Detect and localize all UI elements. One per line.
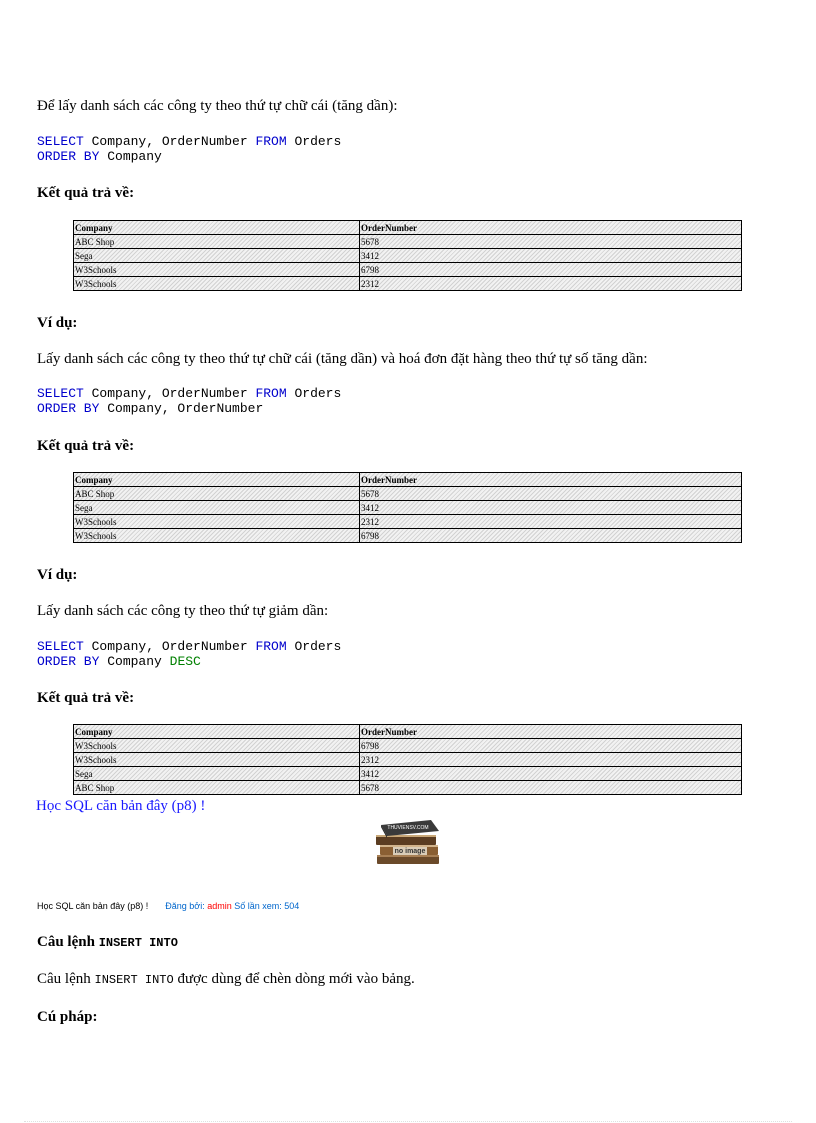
sql-text: Company [99,149,162,164]
table-row [74,529,742,543]
sql-keyword: SELECT [37,639,84,654]
sql-keyword-desc: DESC [169,654,201,669]
sql-keyword: SELECT [37,134,84,149]
intro-text: Để lấy danh sách các công ty theo thứ tự chữ cái (tăng dần): [37,98,398,114]
section-description [37,970,415,989]
table-header-cell: OrderNumber [360,725,742,739]
table-row [74,487,742,501]
book-stack-icon [371,817,445,867]
example-description: Lấy danh sách các công ty theo thứ tự giảm dần: [37,603,329,619]
code-block-3 [37,639,341,669]
table-row [74,263,742,277]
table-row [74,249,742,263]
example-description: Lấy danh sách các công ty theo thứ tự chữ cái (tăng dần) và hoá đơn đặt hàng theo thứ tự số tăng dần: [37,351,648,367]
sql-text: Orders [286,386,342,401]
table-cell: Sega [74,767,360,781]
meta-posted-by-label: Đăng bởi: [165,901,205,911]
table-cell: W3Schools [74,529,360,543]
table-header-cell: OrderNumber [360,473,742,487]
table-header-cell: OrderNumber [360,221,742,235]
code-block-1 [37,134,341,164]
syntax-label: Cú pháp: [37,1009,98,1025]
sql-text: Orders [286,134,342,149]
table-cell: W3Schools [74,515,360,529]
meta-views-count: 504 [284,901,300,911]
section-heading [37,933,178,952]
sql-keyword: ORDER BY [37,654,100,669]
book-stack-thumbnail[interactable] [371,817,445,867]
thumbnail-site-text: THUVIENSV.COM [387,825,429,831]
table-header-row [74,725,742,739]
table-cell: ABC Shop [74,487,360,501]
section-heading-code: INSERT INTO [98,936,178,950]
table-cell: 5678 [360,235,742,249]
table-row [74,753,742,767]
code-block-2 [37,386,341,416]
section-desc-code: INSERT INTO [94,973,174,987]
table-row [74,235,742,249]
table-cell: 3412 [360,767,742,781]
section-desc-suffix: được dùng để chèn dòng mới vào bảng. [173,971,415,987]
table-row [74,781,742,795]
sql-keyword: FROM [255,134,287,149]
article-meta [37,901,299,911]
table-row [74,767,742,781]
table-header-cell: Company [74,473,360,487]
sql-text: Company, OrderNumber [83,386,256,401]
table-cell: Sega [74,249,360,263]
sql-text: Company [99,654,170,669]
table-cell: 6798 [360,529,742,543]
table-cell: W3Schools [74,739,360,753]
result-table-1 [73,220,742,291]
meta-author[interactable]: admin [207,901,232,911]
table-header-cell: Company [74,725,360,739]
table-row [74,515,742,529]
sql-keyword: FROM [255,386,287,401]
sql-keyword: SELECT [37,386,84,401]
article-title-link[interactable]: Học SQL căn bản đây (p8) ! [36,798,206,814]
sql-keyword: FROM [255,639,287,654]
sql-keyword: ORDER BY [37,149,100,164]
example-label: Ví dụ: [37,567,78,583]
table-row [74,277,742,291]
section-heading-prefix: Câu lệnh [37,934,99,950]
example-label: Ví dụ: [37,315,78,331]
table-cell: ABC Shop [74,781,360,795]
table-cell: 3412 [360,249,742,263]
section-desc-prefix: Câu lệnh [37,971,95,987]
sql-text: Company, OrderNumber [99,401,264,416]
table-cell: Sega [74,501,360,515]
table-cell: W3Schools [74,263,360,277]
table-cell: 6798 [360,263,742,277]
sql-text: Company, OrderNumber [83,639,256,654]
table-cell: 6798 [360,739,742,753]
table-header-row [74,473,742,487]
table-cell: 3412 [360,501,742,515]
result-label: Kết quả trả về: [37,185,135,201]
result-table-2 [73,472,742,543]
table-row [74,739,742,753]
table-cell: 5678 [360,781,742,795]
result-table-3 [73,724,742,795]
result-label: Kết quả trả về: [37,438,135,454]
sql-text: Orders [286,639,342,654]
table-cell: W3Schools [74,753,360,767]
meta-title[interactable]: Học SQL căn bản đây (p8) ! [37,901,149,911]
sql-keyword: ORDER BY [37,401,100,416]
table-cell: ABC Shop [74,235,360,249]
result-label: Kết quả trả về: [37,690,135,706]
table-header-cell: Company [74,221,360,235]
table-cell: 5678 [360,487,742,501]
table-row [74,501,742,515]
page-bottom-divider [24,1121,792,1122]
sql-text: Company, OrderNumber [83,134,256,149]
table-cell: 2312 [360,277,742,291]
thumbnail-no-image-text: no image [394,848,426,855]
table-cell: W3Schools [74,277,360,291]
table-cell: 2312 [360,753,742,767]
table-cell: 2312 [360,515,742,529]
meta-views-label: Số lần xem: [234,901,282,911]
table-header-row [74,221,742,235]
